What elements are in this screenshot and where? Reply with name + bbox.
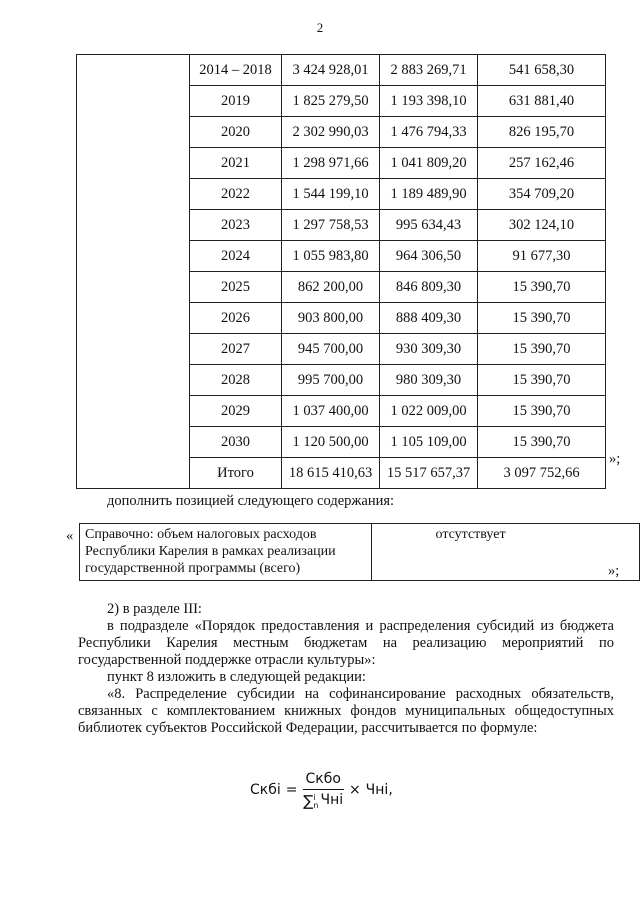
total-amount-cell: 1 037 400,00 [282,396,380,427]
formula-denominator [303,790,343,810]
year-cell: 2014 – 2018 [190,55,282,86]
empty-column-cell [77,55,190,489]
subsidy-formula [250,768,393,812]
year-cell: 2024 [190,241,282,272]
amount-cell: 980 309,30 [380,365,478,396]
year-cell: 2027 [190,334,282,365]
total-amount-cell: 903 800,00 [282,303,380,334]
formula-lhs: Скбi [250,782,281,798]
amount-cell: 1 476 794,33 [380,117,478,148]
sum-indices [313,794,318,810]
amount-cell: 2 883 269,71 [380,55,478,86]
page-number: 2 [316,20,324,35]
amount-cell: 91 677,30 [478,241,606,272]
total-amount-cell: 1 120 500,00 [282,427,380,458]
total-amount-cell: 3 424 928,01 [282,55,380,86]
year-cell: 2023 [190,210,282,241]
amount-cell: 1 022 009,00 [380,396,478,427]
table-row [77,55,606,86]
total-amount-cell: 2 302 990,03 [282,117,380,148]
amount-cell: 15 517 657,37 [380,458,478,489]
sum-symbol: ∑ [303,791,314,810]
year-cell: 2029 [190,396,282,427]
total-amount-cell: 995 700,00 [282,365,380,396]
amount-cell: 3 097 752,66 [478,458,606,489]
year-cell: 2026 [190,303,282,334]
total-amount-cell: 18 615 410,63 [282,458,380,489]
amount-cell: 302 124,10 [478,210,606,241]
amount-cell: 15 390,70 [478,303,606,334]
year-cell: 2025 [190,272,282,303]
total-amount-cell: 1 298 971,66 [282,148,380,179]
quote8-paragraph: «8. Распределение субсидии на софинансирование расходных обязательств, связанных с комплектованием книжных фондов муниципальных общедоступных библиотек субъектов Российской Федерации, рассчитывается по формуле: [78,686,614,736]
total-amount-cell: 1 825 279,50 [282,86,380,117]
amount-cell: 15 390,70 [478,334,606,365]
amount-cell: 1 193 398,10 [380,86,478,117]
reference-value: отсутствует [372,524,640,581]
amount-cell: 995 634,43 [380,210,478,241]
amount-cell: 1 189 489,90 [380,179,478,210]
sum-lower-index: n [313,800,319,810]
open-quote: « [66,528,74,544]
point8-paragraph: пункт 8 изложить в следующей редакции: [107,669,366,685]
amount-cell: 930 309,30 [380,334,478,365]
amount-cell: 964 306,50 [380,241,478,272]
total-amount-cell: 862 200,00 [282,272,380,303]
formula-rhs-term: Чнi, [365,782,393,798]
formula-numerator: Скбо [305,770,341,787]
amount-cell: 846 809,30 [380,272,478,303]
year-cell: 2021 [190,148,282,179]
sum-upper-index: i [313,792,316,802]
add-position-text: дополнить позицией следующего содержания: [107,493,395,509]
total-amount-cell: 1 544 199,10 [282,179,380,210]
budget-table [76,54,606,489]
total-amount-cell: 1 297 758,53 [282,210,380,241]
amount-cell: 257 162,46 [478,148,606,179]
denominator-term: Чнi [320,791,344,808]
reference-table [79,523,640,581]
formula-times: × [348,782,361,798]
year-cell: 2019 [190,86,282,117]
amount-cell: 15 390,70 [478,427,606,458]
amount-cell: 541 658,30 [478,55,606,86]
formula-equals: = [285,782,298,798]
amount-cell: 1 105 109,00 [380,427,478,458]
year-cell: Итого [190,458,282,489]
year-cell: 2020 [190,117,282,148]
reference-label: Справочно: объем налоговых расходов Республики Карелия в рамках реализации государственной программы (всего) [80,524,372,581]
amount-cell: 15 390,70 [478,365,606,396]
total-amount-cell: 945 700,00 [282,334,380,365]
year-cell: 2022 [190,179,282,210]
amount-cell: 1 041 809,20 [380,148,478,179]
table-closing-mark: »; [609,451,621,467]
year-cell: 2030 [190,427,282,458]
amount-cell: 631 881,40 [478,86,606,117]
formula-fraction [303,771,344,810]
reference-closing-mark: »; [608,563,620,579]
amount-cell: 888 409,30 [380,303,478,334]
total-amount-cell: 1 055 983,80 [282,241,380,272]
amount-cell: 826 195,70 [478,117,606,148]
year-cell: 2028 [190,365,282,396]
amount-cell: 15 390,70 [478,272,606,303]
section-paragraph: 2) в разделе III: [107,601,202,617]
subsection-paragraph: в подразделе «Порядок предоставления и распределения субсидий из бюджета Республики Карелия местным бюджетам на реализацию мероприятий по государственной поддержке отрасли культуры»: [78,618,614,668]
amount-cell: 354 709,20 [478,179,606,210]
amount-cell: 15 390,70 [478,396,606,427]
